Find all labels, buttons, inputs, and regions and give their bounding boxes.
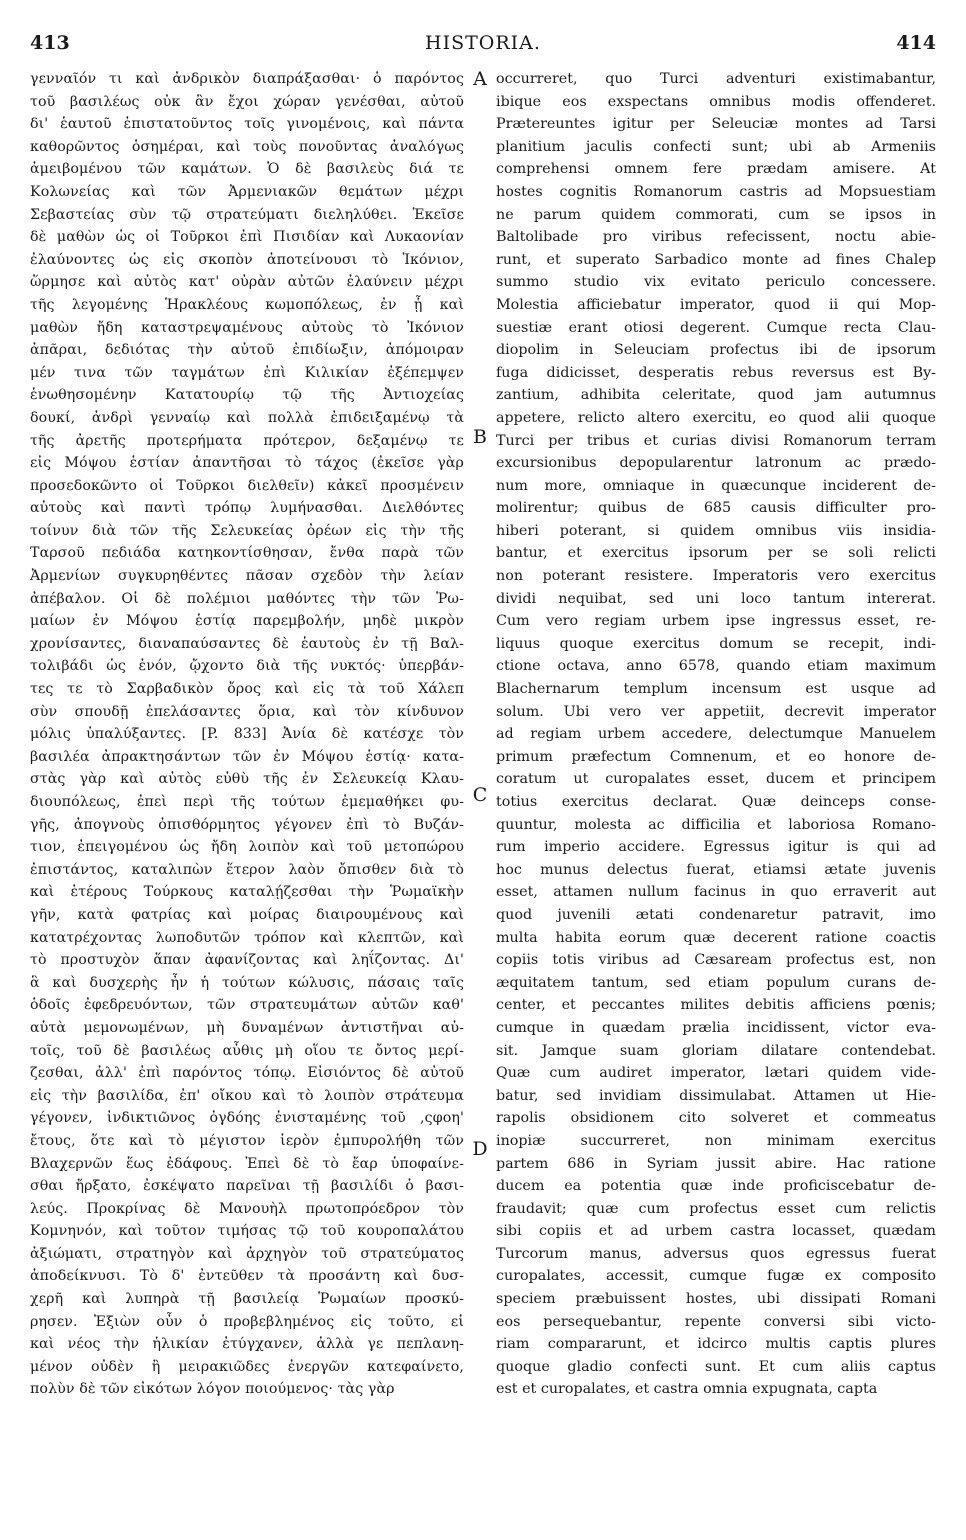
- greek-text-line: δι' ἑαυτοῦ ἐπιστατοῦντος τοῖς γινομένοις, καὶ πάντα: [30, 116, 464, 133]
- greek-text-line: ἐλαύνοντες ὡς εἰς σκοπὸν ἀποτείνουσι τὸ Ἰκόνιον,: [30, 251, 464, 268]
- latin-text-line: Turci per tribus et curias divisi Romanorum terram: [496, 432, 936, 449]
- greek-text-line: Κομνηνόν, καὶ τοῦτον τιμήσας τῷ τοῦ κουροπαλάτου: [30, 1223, 464, 1240]
- greek-text-line: τῆς λεγομένης Ἡρακλέους κωμοπόλεως, ἐν ᾗ καὶ: [30, 296, 464, 313]
- greek-text-line: ἀξιώματι, στρατηγὸν καὶ ἀρχηγὸν τοῦ στρατεύματος: [30, 1245, 464, 1262]
- greek-text-line: πολὺν δὲ τῶν εἰκότων λόγον ποιούμενος· τὰς γὰρ: [30, 1381, 395, 1398]
- greek-text-line: ἐπιστάντος, καταλιπὼν ἕτερον λαὸν ὄπισθεν διὰ τὸ: [30, 861, 464, 878]
- page-number-right: 414: [896, 32, 936, 54]
- latin-text-line: num more, omniaque in quæcunque inciderent de-: [496, 477, 936, 494]
- latin-text-line: copiis totis viribus ad Cæsaream profectus est, non: [496, 952, 936, 969]
- greek-text-line: δὲ μαθὼν ὡς οἱ Τοῦρκοι ἐπὶ Πισιδίαν καὶ Λυκαονίαν: [30, 229, 464, 246]
- greek-text-line: τοῖς, τοῦ δὲ βασιλέως αὖθις μὴ οἵου τε ὄντος μερί-: [30, 1042, 464, 1059]
- greek-text-line: μένον οὐδὲν ἢ μειρακιῶδες ἐνεργῶν κατεφαίνετο,: [30, 1358, 464, 1375]
- greek-text-line: Ἀρμενίων συγκυρηθέντες πᾶσαν σχεδὸν τὴν λείαν: [30, 568, 464, 585]
- latin-text-line: ibique eos exspectans omnibus modis offenderet.: [496, 93, 936, 110]
- latin-text-line: appetere, relicto altero exercitu, eo quod alii quoque: [496, 409, 936, 426]
- latin-text-line: planitium jaculis confecti sunt; ubi ab Armeniis: [496, 138, 936, 155]
- latin-text-line: eos persequebantur, repente conversi sibi victo-: [496, 1313, 936, 1330]
- latin-text-line: speciem præbuissent hostes, ubi dissipati Romani: [496, 1291, 936, 1308]
- latin-text-line: est et curopalates, et castra omnia expugnata, capta: [496, 1381, 878, 1398]
- greek-text-line: μέν τινα τῶν ταγμάτων ἐπὶ Κιλικίαν ἐξέπεμψεν: [30, 364, 464, 381]
- greek-text-line: τολιβάδι ὡς ἐνόν, ᾤχοντο διὰ τῆς νυκτός· ὑπερβάν-: [30, 658, 464, 675]
- latin-text-column: [496, 68, 936, 1401]
- latin-text-line: batur, sed invidiam dissimulabat. Attamen ut Hie-: [496, 1087, 936, 1104]
- latin-text-line: ne parum quidem commorati, cum se ipsos in: [496, 206, 936, 223]
- latin-text-line: molirentur; quibus de 685 causis difficulter pro-: [496, 500, 936, 517]
- latin-text-line: rapolis obsidionem cito solveret et commeatus: [496, 1110, 936, 1127]
- margin-marker-b: B: [473, 426, 487, 448]
- latin-text-line: hoc munus delectus fuerat, etiamsi ætate juvenis: [496, 861, 936, 878]
- latin-text-line: dividi nequibat, sed uni loco tantum intererat.: [496, 590, 936, 607]
- greek-text-line: τιον, ἐπειγομένου ὡς ἤδη λοιπὸν καὶ τοῦ μετοπώρου: [30, 839, 464, 856]
- latin-text-line: center, et peccantes milites debitis afficiens pœnis;: [496, 997, 936, 1014]
- greek-text-line: ἀμειβομένου τῶν καμάτων. Ὁ δὲ βασιλεὺς διά τε: [30, 161, 464, 178]
- greek-text-line: εἰς τὴν βασιλίδα, ἐπ' οἴκου καὶ τὸ λοιπὸν στράτευμα: [30, 1087, 464, 1104]
- latin-text-line: fuga didicisset, desperatis rebus reversus est By-: [496, 364, 936, 381]
- latin-text-line: hostes cognitis Romanorum castris ad Mopsuestiam: [496, 183, 936, 200]
- latin-text-line: Prætereuntes igitur per Seleuciæ montes ad Tarsi: [496, 116, 936, 133]
- greek-text-line: ρησεν. Ἐξιὼν οὖν ὁ προβεβλημένος εἰς τοῦτο, εἰ: [30, 1313, 464, 1330]
- latin-text-line: Cum vero regiam urbem ipse ingressus esset, re-: [496, 613, 936, 630]
- greek-text-line: ὥρμησε καὶ αὐτὸς κατ' οὐρὰν αὐτῶν ἐλαύνειν μέχρι: [30, 274, 464, 291]
- latin-text-line: Quæ cum audiret imperator, lætari quidem vide-: [496, 1065, 936, 1082]
- latin-text-line: rum imperio accidere. Egressus igitur is qui ad: [496, 839, 936, 856]
- greek-text-line: γέγονεν, ἰνδικτιῶνος ὀγδόης ἐνισταμένης τοῦ ,ςφοη': [30, 1110, 464, 1127]
- greek-text-line: γενναῖόν τι καὶ ἀνδρικὸν διαπράξασθαι· ὁ παρόντος: [30, 71, 464, 87]
- latin-text-line: Turcorum manus, adversus quos egressus fuerat: [496, 1245, 936, 1262]
- latin-text-line: excursionibus depopularentur latronum ac prædo-: [496, 455, 936, 472]
- greek-text-line: αὐτοὺς καὶ παντὶ τρόπῳ λυμήνασθαι. Διελθόντες: [30, 500, 464, 517]
- greek-text-line: τες τε τὸ Σαρβαδικὸν ὄρος καὶ εἰς τὰ τοῦ Χάλεπ: [30, 681, 464, 698]
- greek-text-line: ἀποδείκνυσι. Τὸ δ' ἐντεῦθεν τὰ προσάντη καὶ δυσ-: [30, 1268, 464, 1285]
- latin-text-line: æquitatem tantum, sed etiam populum curans de-: [496, 974, 936, 991]
- latin-text-line: curopalates, accessit, cumque fugæ ex composito: [496, 1268, 936, 1285]
- greek-text-line: Σεβαστείας σὺν τῷ στρατεύματι διεληλύθει. Ἐκεῖσε: [30, 206, 464, 223]
- greek-text-line: μαθὼν ἤδη καταστρεψαμένους αὐτοὺς τὸ Ἰκόνιον: [30, 319, 464, 336]
- greek-text-line: τοίνυν διὰ τῶν τῆς Σελευκείας ὀρέων εἰς τὴν τῆς: [30, 522, 464, 539]
- greek-text-line: καὶ νέος τὴν ἡλικίαν ἐτύγχανεν, ἀλλὰ γε πεπλανη-: [30, 1336, 464, 1353]
- greek-text-line: καθορῶντος ὁσημέραι, καὶ τοὺς πονοῦντας ἀναλόγως: [30, 138, 464, 155]
- latin-text-line: comprehensi omnem fere prædam amisere. At: [496, 161, 936, 178]
- page-number-left: 413: [30, 32, 70, 54]
- latin-text-line: quod juvenili ætati condenaretur patravit, imo: [496, 906, 936, 923]
- greek-text-line: ἃ καὶ δυσχερὴς ἦν ἡ τούτων κώλυσις, πάσαις ταῖς: [30, 974, 464, 991]
- latin-text-line: ctione octava, anno 6578, quando etiam maximum: [496, 658, 936, 675]
- latin-text-line: liquus quoque exercitus domum se recepit, indi-: [496, 635, 936, 652]
- latin-text-line: quoque gladio confecti sunt. Et cum aliis captus: [496, 1358, 936, 1375]
- latin-text-line: quuntur, molesta ac difficilia et laboriosa Romano-: [496, 816, 936, 833]
- latin-text-line: esset, attamen nullum facinus in quo erraverit aut: [496, 884, 936, 901]
- greek-text-line: ἀπέβαλον. Οἱ δὲ πολέμιοι μαθόντες τὴν τῶν Ῥω-: [30, 590, 464, 607]
- greek-text-line: διουπόλεως, ἐπεὶ περὶ τῆς τούτων ἐμεμαθήκει φυ-: [30, 794, 464, 810]
- greek-text-line: Κολωνείας καὶ τῶν Ἀρμενιακῶν θεμάτων μέχρι: [30, 183, 464, 200]
- latin-text-line: runt, et superato Sarbadico monte ad fines Chalep: [496, 251, 936, 268]
- latin-text-line: ad regiam urbem accedere, delectumque Manuelem: [496, 726, 936, 743]
- greek-text-line: δουκί, ἀνδρὶ γενναίῳ καὶ πολλὰ ἐπιδειξαμένῳ τὰ: [30, 409, 464, 426]
- greek-text-line: στὰς γὰρ καὶ αὐτὸς εὐθὺ τῆς ἐν Σελευκείᾳ Κλαυ-: [30, 771, 464, 788]
- greek-text-line: τοῦ βασιλέως οὐκ ἂν ἔχοι χώραν γενέσθαι, αὐτοῦ: [30, 93, 464, 110]
- latin-text-line: partem 686 in Syriam jussit abire. Hac ratione: [496, 1155, 936, 1172]
- greek-text-line: Ταρσοῦ πεδιάδα κατηκοντίσθησαν, ἔνθα παρὰ τῶν: [30, 545, 464, 562]
- greek-text-line: ὁδοῖς ἐφεδρευόντων, τῶν στρατευμάτων αὐτῶν καθ': [30, 997, 464, 1014]
- greek-text-line: αὑτὰ μεμονωμένων, μὴ δυναμένων ἀντιστῆναι αὐ-: [30, 1019, 464, 1036]
- greek-text-line: ἑνωθησομένην Κατατουρίῳ τῷ τῆς Ἀντιοχείας: [30, 387, 464, 404]
- greek-text-line: ζεσθαι, ἀλλ' ἐπὶ παρόντος τόπῳ. Εἰσιόντος δὲ αὐτοῦ: [30, 1065, 464, 1082]
- greek-text-line: ἀπᾶραι, δεδιότας τὴν αὐτοῦ ἐπιδίωξιν, ἀπόμοιραν: [30, 342, 464, 359]
- greek-text-line: Βλαχερνῶν ἕως ἐδάφους. Ἐπεὶ δὲ τὸ ἔαρ ὑποφαίνε-: [30, 1155, 464, 1172]
- greek-text-line: εἰς Μόψου ἑστίαν ἀπαντῆσαι τὸ τάχος (ἐκεῖσε γὰρ: [30, 455, 464, 472]
- margin-marker-c: C: [472, 784, 488, 806]
- latin-text-line: sit. Jamque suam gloriam dilatare contendebat.: [496, 1042, 936, 1059]
- latin-text-line: inopiæ succurreret, non minimam exercitus: [496, 1132, 936, 1149]
- latin-text-line: multa habita eorum quæ decerent ratione coactis: [496, 929, 936, 946]
- latin-text-line: occurreret, quo Turci adventuri existimabantur,: [496, 71, 936, 87]
- margin-marker-a: A: [473, 68, 487, 90]
- latin-text-line: Baltolibade pro viribus refecissent, noctu abie-: [496, 229, 936, 246]
- greek-text-line: καὶ ἑτέρους Τούρκους καταλῄζεσθαι τὴν Ῥωμαϊκὴν: [30, 884, 464, 901]
- latin-text-line: primum præfectum Comnenum, et eo honore de-: [496, 748, 936, 765]
- latin-text-line: Blachernarum templum incensum est usque ad: [496, 681, 936, 698]
- latin-text-line: bantur, et exercitus ipsorum per se soli relicti: [496, 545, 936, 562]
- latin-text-line: Molestia afficiebatur imperator, quod ii qui Mop-: [496, 296, 936, 313]
- latin-text-line: sibi copiis et ad urbem castra locasset, quædam: [496, 1223, 936, 1240]
- greek-text-line: χρονίσαντες, διαναπαύσαντες δὲ ἑαυτοὺς ἐν τῇ Βαλ-: [30, 635, 464, 652]
- latin-text-line: riam compararunt, et idcirco multis captis plures: [496, 1336, 936, 1353]
- running-title: HISTORIA.: [425, 32, 541, 54]
- greek-text-line: χερῆ καὶ λυπηρὰ τῇ βασιλείᾳ Ῥωμαίων προσκύ-: [30, 1291, 464, 1308]
- latin-text-line: solum. Ubi vero ver appetiit, decrevit imperator: [496, 703, 936, 720]
- greek-text-line: γῆν, κατὰ φατρίας καὶ μοίρας διαιρουμένους καὶ: [30, 906, 464, 923]
- greek-text-line: βασιλέα ἀπρακτησάντων τῶν ἐν Μόψου ἑστίᾳ· κατα-: [30, 748, 464, 765]
- greek-text-column: [30, 68, 464, 1401]
- greek-text-line: τὸ προστυχὸν ἅπαν ἀφανίζοντας καὶ ληΐζοντας. Δι': [30, 952, 464, 969]
- latin-text-line: hiberi poterant, si quidem omnibus viis insidia-: [496, 522, 936, 539]
- greek-text-line: κατατρέχοντας λωποδυτῶν τρόπον καὶ κλεπτῶν, καὶ: [30, 929, 464, 946]
- latin-text-line: diopolim in Seleuciam profectus ibi de ipsorum: [496, 342, 936, 359]
- greek-text-line: τῆς ἀρετῆς προτερήματα πρότερον, δεξαμένῳ τε: [30, 432, 464, 449]
- greek-text-line: λεύς. Προκρίνας δὲ Μανουὴλ πρωτοπρόεδρον τὸν: [30, 1200, 464, 1217]
- latin-text-line: cumque in quædam prælia incidissent, victor eva-: [496, 1019, 936, 1036]
- greek-text-line: μαίων ἐν Μόψου ἑστίᾳ παρεμβολήν, μηδὲ μικρὸν: [30, 613, 464, 630]
- greek-text-line: προσεδοκῶντο οἱ Τοῦρκοι διελθεῖν) κἀκεῖ προσμένειν: [30, 477, 464, 494]
- greek-text-line: μόλις ὑπαλύξαντες. [P. 833] Ἀνία δὲ κατέσχε τὸν: [30, 726, 464, 743]
- latin-text-line: suestiæ erant otiosi degerent. Cumque recta Clau-: [496, 319, 936, 336]
- latin-text-line: ducem ea potentia quæ inde proficiscebatur de-: [496, 1178, 936, 1195]
- greek-text-line: γῆς, ἀπογνοὺς ὀπισθόρμητος γέγονεν ἐπὶ τὸ Βυζάν-: [30, 816, 464, 833]
- greek-text-line: σθαι ἤρξατο, ἐσκέψατο παρεῖναι τῇ βασιλίδι ὁ βασι-: [30, 1178, 464, 1195]
- latin-text-line: fraudavit; quæ cum profectus esset cum relictis: [496, 1200, 936, 1217]
- latin-text-line: coratum ut curopalates esset, ducem et principem: [496, 771, 936, 788]
- latin-text-line: totius exercitus declarat. Quæ deinceps conse-: [496, 794, 936, 810]
- latin-text-line: zantium, adhibita celeritate, quod jam autumnus: [496, 387, 936, 404]
- margin-marker-d: D: [472, 1138, 488, 1160]
- greek-text-line: σὺν σπουδῇ ἐπελάσαντες ὅρια, καὶ τὸν κίνδυνον: [30, 703, 464, 720]
- latin-text-line: non poterant resistere. Imperatoris vero exercitus: [496, 568, 936, 585]
- greek-text-line: ἔτους, ὅτε καὶ τὸ μέγιστον ἱερὸν ἐμπυρολήθη τῶν: [30, 1132, 464, 1149]
- page-header: [30, 32, 936, 66]
- latin-text-line: summo studio vix evitato periculo concessere.: [496, 274, 936, 291]
